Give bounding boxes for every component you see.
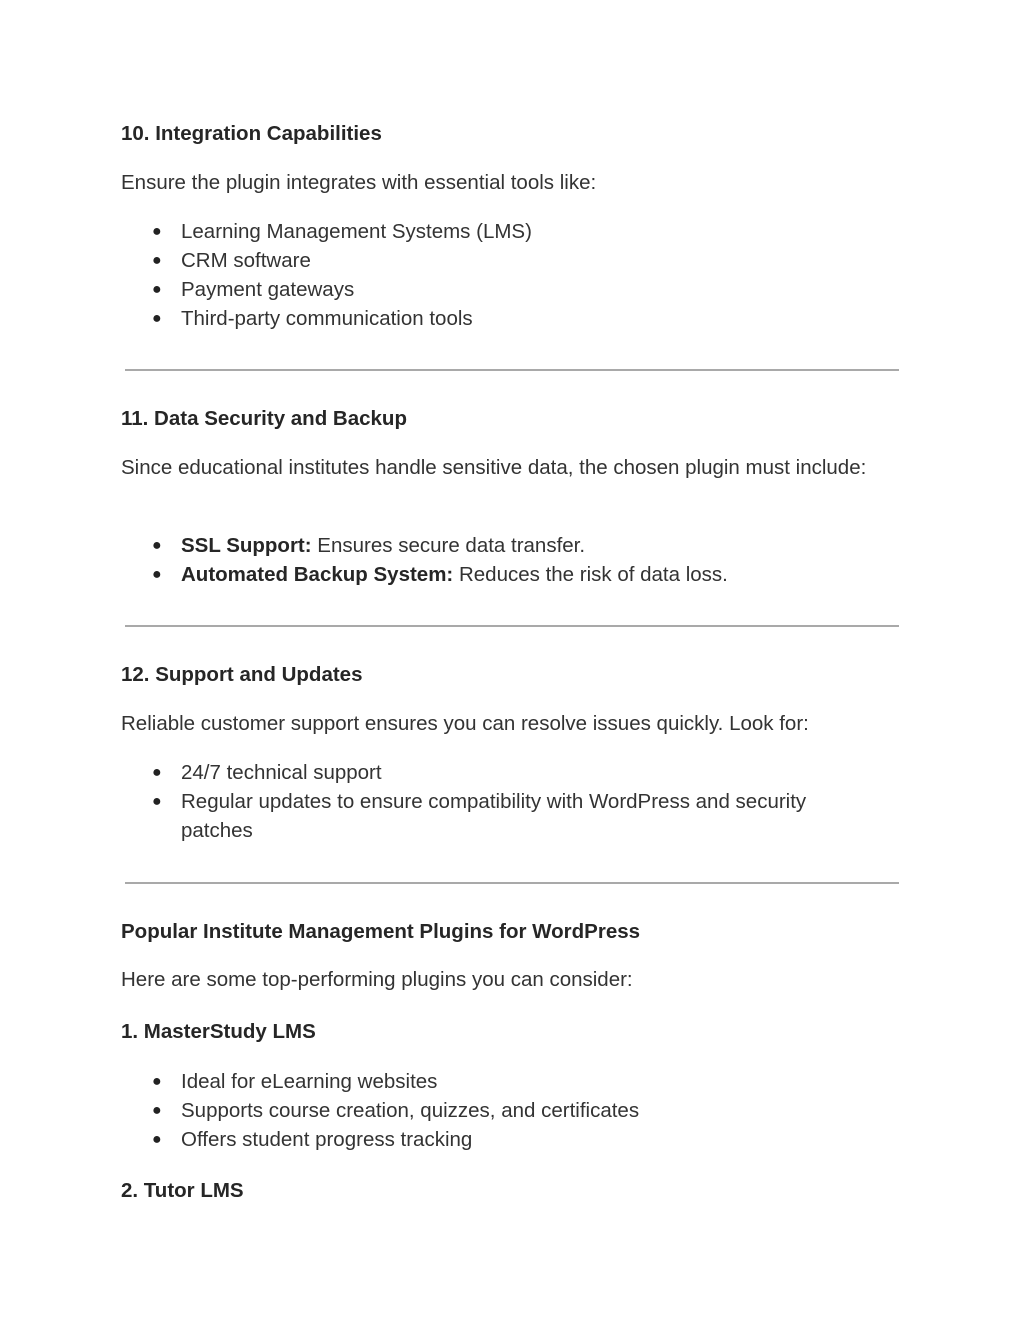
bullet-icon: ● xyxy=(152,1131,162,1148)
bullet-icon: ● xyxy=(152,1073,162,1090)
section-heading-integration: 10. Integration Capabilities xyxy=(121,122,382,145)
list-item: ● Regular updates to ensure compatibility with WordPress and security patches xyxy=(121,787,881,845)
section-heading-support: 12. Support and Updates xyxy=(121,663,363,686)
list-item-desc: Reduces the risk of data loss. xyxy=(453,563,728,586)
list-item: ● 24/7 technical support xyxy=(121,758,881,787)
bullet-icon: ● xyxy=(152,310,162,327)
bullet-icon: ● xyxy=(152,537,162,554)
subheading-masterstudy-lms: 1. MasterStudy LMS xyxy=(121,1020,316,1043)
section-intro-popular-plugins: Here are some top-performing plugins you can consider: xyxy=(121,968,633,991)
list-item: ● Ideal for eLearning websites xyxy=(121,1067,881,1096)
section-intro-support: Reliable customer support ensures you can resolve issues quickly. Look for: xyxy=(121,712,809,735)
section-intro-integration: Ensure the plugin integrates with essential tools like: xyxy=(121,171,597,194)
list-item: ● Payment gateways xyxy=(121,275,881,304)
subheading-tutor-lms: 2. Tutor LMS xyxy=(121,1179,244,1202)
list-item-term: SSL Support: xyxy=(181,534,312,557)
list-item: ● Supports course creation, quizzes, and certificates xyxy=(121,1096,881,1125)
bullet-icon: ● xyxy=(152,764,162,781)
list-item xyxy=(121,560,881,589)
bullet-icon: ● xyxy=(152,252,162,269)
bullet-icon: ● xyxy=(152,281,162,298)
horizontal-divider xyxy=(125,369,899,371)
section-heading-data-security: 11. Data Security and Backup xyxy=(121,407,407,430)
list-item xyxy=(121,531,881,560)
masterstudy-list xyxy=(121,1067,881,1154)
horizontal-divider xyxy=(125,882,899,884)
list-item: ● CRM software xyxy=(121,246,881,275)
bullet-icon: ● xyxy=(152,1102,162,1119)
bullet-icon: ● xyxy=(152,566,162,583)
section-intro-data-security: Since educational institutes handle sensitive data, the chosen plugin must include: xyxy=(121,456,867,479)
list-item: ● Learning Management Systems (LMS) xyxy=(121,217,881,246)
integration-list xyxy=(121,217,881,333)
horizontal-divider xyxy=(125,625,899,627)
list-item-desc: Ensures secure data transfer. xyxy=(311,534,586,557)
list-item: ● Offers student progress tracking xyxy=(121,1125,881,1154)
support-list xyxy=(121,758,881,845)
section-heading-popular-plugins: Popular Institute Management Plugins for WordPress xyxy=(121,920,641,943)
list-item: ● Third-party communication tools xyxy=(121,304,881,333)
bullet-icon: ● xyxy=(152,793,162,810)
bullet-icon: ● xyxy=(152,223,162,240)
data-security-list xyxy=(121,531,881,589)
list-item-term: Automated Backup System: xyxy=(181,563,454,586)
